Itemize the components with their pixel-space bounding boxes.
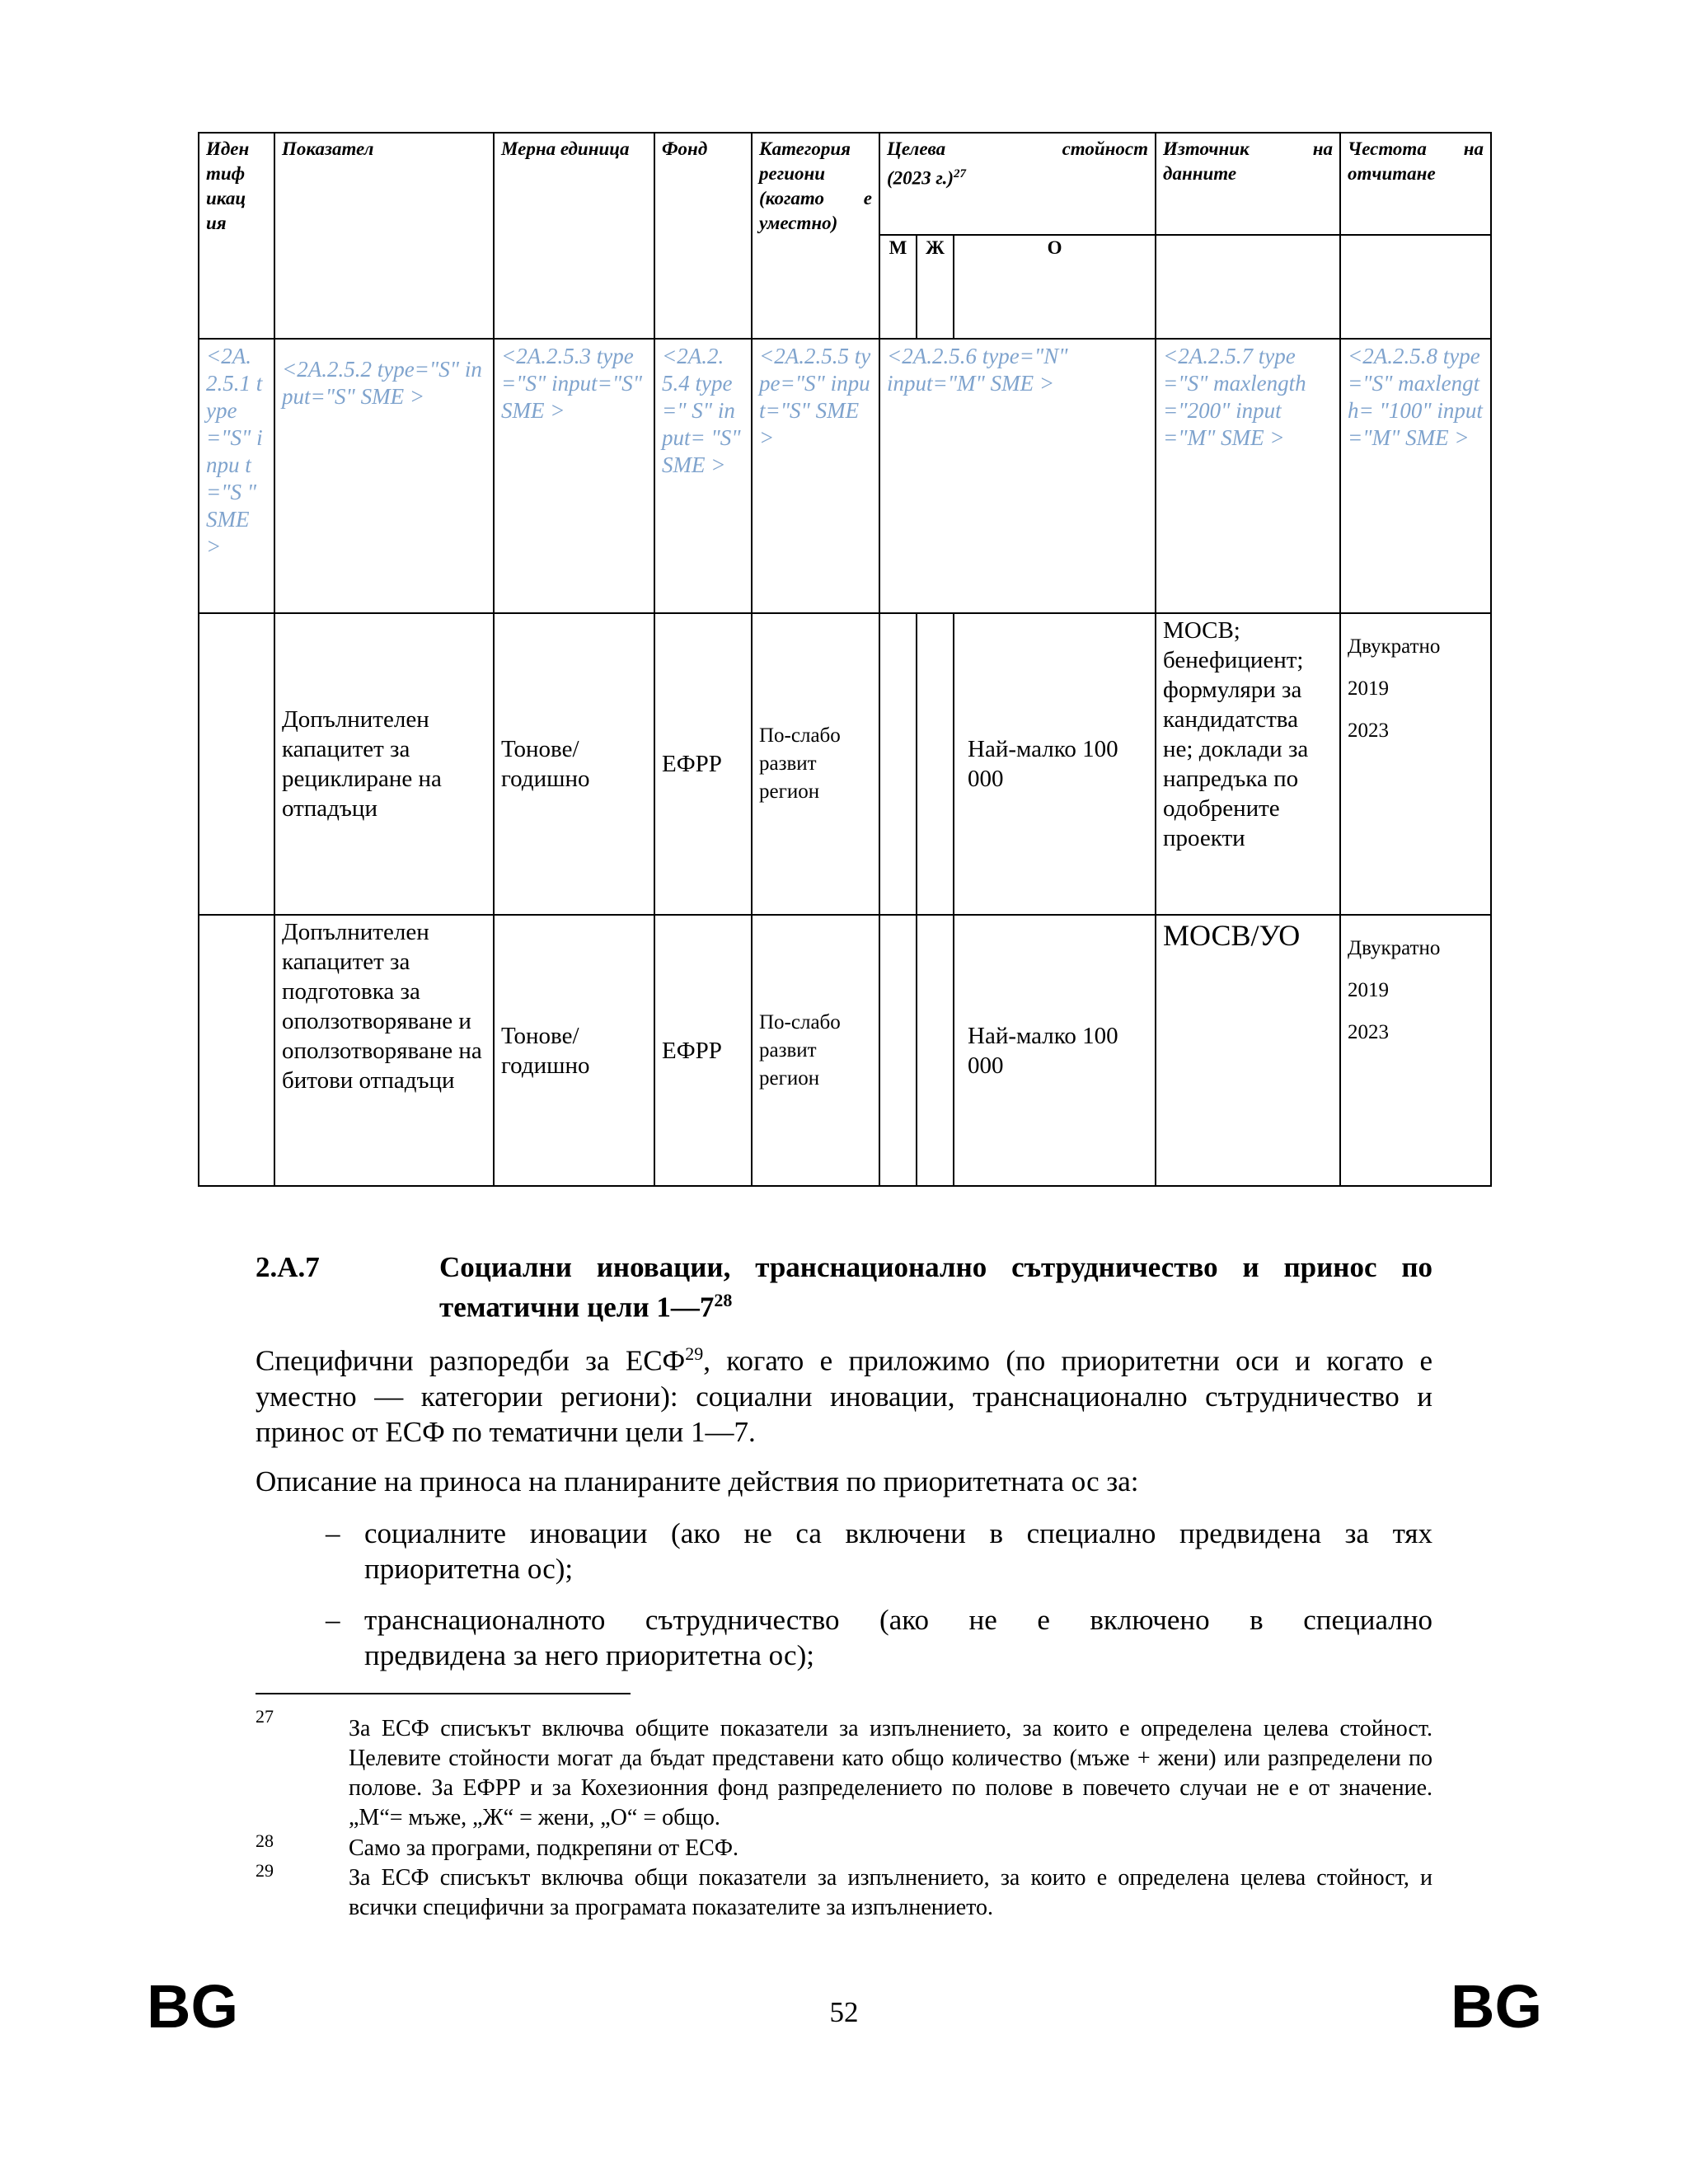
subheader-source-empty (1156, 235, 1340, 339)
subheader-f: Ж (917, 235, 954, 339)
row1-frequency (1340, 613, 1491, 915)
header-target-year: (2023 г.) (887, 167, 954, 189)
header-source (1156, 133, 1340, 235)
row2-freq-year1: 2019 (1348, 979, 1390, 1001)
row1-id (199, 613, 274, 915)
bullet-social-innovation (364, 1516, 1432, 1586)
bullet-marker: – (326, 1604, 340, 1636)
header-source-word3: данните (1163, 163, 1237, 184)
header-target (879, 133, 1156, 235)
row2-id (199, 915, 274, 1186)
tag-row (199, 339, 1491, 613)
bullet-1-line-1: социалните иновации (ако не са включени в специално предвидена за тях (364, 1517, 1432, 1549)
row1-target-o: Най-малко 100 000 (954, 613, 1156, 915)
header-target-word1: Целева (887, 138, 946, 159)
bullet-marker: – (326, 1517, 340, 1549)
row1-fund: ЕФРР (654, 613, 752, 915)
row1-indicator: Допълнителен капацитет за рециклиране на отпадъци (274, 613, 494, 915)
bullet-transnational (364, 1602, 1432, 1673)
subheader-freq-empty (1340, 235, 1491, 339)
header-region: Категория региони (когато е уместно) (752, 133, 879, 339)
row2-target-m (879, 915, 917, 1186)
subheader-m: М (879, 235, 917, 339)
bullet-2-line-1: транснационалното сътрудничество (ако не е включено в специално (364, 1604, 1432, 1636)
footnote-ref-28: 28 (714, 1290, 733, 1310)
section-number: 2.A.7 (256, 1251, 320, 1283)
row1-freq-year2: 2023 (1348, 719, 1390, 742)
tag-region: <2A.2.5.5 type="S" input="S" SME > (752, 339, 879, 613)
footnote-29-text: За ЕСФ списъкът включва общи показатели за изпълнението, за които е определена целева стойност, и всички специфични за програмата показателите за изпълнението. (349, 1865, 1432, 1920)
footnote-29-number: 29 (256, 1860, 274, 1881)
row2-region: По-слабо развит регион (752, 915, 879, 1186)
header-unit: Мерна единица (494, 133, 654, 339)
tag-fund: <2A.2. 5.4 type=" S" input= "S" SME > (654, 339, 752, 613)
paragraph-esf-provisions (256, 1336, 1432, 1450)
header-source-word1: Източник (1163, 138, 1250, 159)
footnote-separator (256, 1693, 631, 1694)
header-id: Иден тиф икац ия (199, 133, 274, 339)
header-row (199, 133, 1491, 235)
bullet-2-line-2: предвидена за него приоритетна ос); (364, 1639, 814, 1671)
footnote-ref-27: 27 (954, 167, 967, 180)
row2-target-o: Най-малко 100 000 (954, 915, 1156, 1186)
header-source-word2: на (1312, 138, 1334, 159)
table-row (199, 915, 1491, 1186)
row2-freq-year2: 2023 (1348, 1021, 1390, 1043)
footnote-27-number: 27 (256, 1706, 274, 1727)
footnote-28-number: 28 (256, 1830, 274, 1851)
row1-freq-year1: 2019 (1348, 677, 1390, 700)
paragraph-esf-start: Специфични разпоредби за ЕСФ (256, 1344, 686, 1377)
tag-indicator: <2A.2.5.2 type="S" input="S" SME > (274, 339, 494, 613)
header-fund: Фонд (654, 133, 752, 339)
footnote-ref-29: 29 (685, 1343, 704, 1364)
row1-unit: Тонове/ годишно (494, 613, 654, 915)
header-indicator: Показател (274, 133, 494, 339)
language-code-right: BG (1451, 1972, 1542, 2041)
tag-source: <2A.2.5.7 type="S" maxlength="200" input="M" SME > (1156, 339, 1340, 613)
indicators-table (198, 132, 1492, 1187)
footnote-27-text: За ЕСФ списъкът включва общите показатели за изпълнението, за които е определена целева стойност. Целевите стойности могат да бъдат представени като общо количество (мъже + жени) или разпределени по полове. За ЕФРР и за Кохезионния фонд разпределението по полове в повечето случаи не е от значение. „М“= мъже, „Ж“ = жени, „О“ = общо. (349, 1716, 1432, 1830)
section-title (439, 1251, 1432, 1324)
tag-unit: <2A.2.5.3 type="S" input="S" SME > (494, 339, 654, 613)
row2-indicator: Допълнителен капацитет за подготовка за оползотворяване и оползотворяване на битови отпадъци (274, 915, 494, 1186)
language-code-left: BG (147, 1972, 238, 2041)
footnote-28-text: Само за програми, подкрепяни от ЕСФ. (349, 1835, 738, 1861)
row2-unit: Тонове/ годишно (494, 915, 654, 1186)
bullet-1-line-2: приоритетна ос); (364, 1553, 574, 1585)
row1-target-m (879, 613, 917, 915)
row2-target-f (917, 915, 954, 1186)
paragraph-contribution: Описание на приноса на планираните действия по приоритетната ос за: (256, 1465, 1139, 1497)
row1-region: По-слабо развит регион (752, 613, 879, 915)
tag-id: <2A. 2.5.1 type ="S" inpu t="S " SME > (199, 339, 274, 613)
section-title-text: Социални иновации, транснационално сътрудничество и принос по тематични цели 1—7 (439, 1251, 1432, 1324)
tag-target: <2A.2.5.6 type="N" input="M" SME > (879, 339, 1156, 613)
row1-freq-label: Двукратно (1348, 635, 1441, 658)
row2-freq-label: Двукратно (1348, 937, 1441, 959)
subheader-o: О (954, 235, 1156, 339)
row2-fund: ЕФРР (654, 915, 752, 1186)
tag-frequency: <2A.2.5.8 type="S" maxlength= "100" input="M" SME > (1340, 339, 1491, 613)
header-frequency: Честота на отчитане (1340, 133, 1491, 235)
row1-source: МОСВ; бенефициент; формуляри за кандидатства не; доклади за напредъка по одобрените проекти (1156, 613, 1340, 915)
paragraph-esf-rest: , когато е приложимо (по приоритетни оси и когато е уместно — категории региони): социални иновации, транснационално сътрудничество и принос от ЕСФ по тематични цели 1—7. (256, 1344, 1432, 1448)
page-number: 52 (829, 1996, 859, 2028)
table-row (199, 613, 1491, 915)
row2-source: МОСВ/УО (1156, 915, 1340, 1186)
header-target-word2: стойност (1062, 138, 1149, 159)
row1-target-f (917, 613, 954, 915)
row2-frequency (1340, 915, 1491, 1186)
